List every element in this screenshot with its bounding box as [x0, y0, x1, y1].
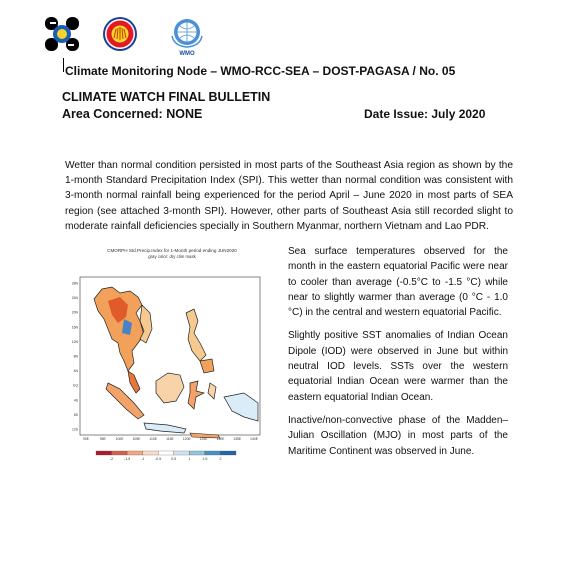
lat-label: 20N [71, 310, 78, 315]
map-subtitle: gray color: dry clim mask [148, 254, 196, 259]
map-title: CMORPH Std.Precip.Index for 1-Month period ending JUN2020 [107, 248, 237, 253]
text-cursor [63, 58, 64, 72]
asean-logo [102, 16, 138, 52]
lat-label: EQ [73, 383, 78, 388]
mjo-paragraph: Inactive/non-convective phase of the Madden–Julian Oscillation (MJO) in most parts of the Maritime Continent was observed in June. [288, 414, 508, 457]
spi-map-figure [68, 243, 276, 463]
sst-paragraph: Sea surface temperatures observed for the month in the eastern equatorial Pacific were near to cooler than average (-0.5°C to -1.5 °C) while near to slightly warmer than average (0 °C - 1.0 °C) in the central and western equatorial Pacific. [288, 246, 508, 319]
colorbar-label: -0.5 [155, 457, 162, 461]
lon-label: 100E [115, 437, 124, 441]
spi-map [68, 243, 276, 463]
lon-label: 105E [132, 437, 141, 441]
colorbar-swatch [143, 451, 159, 455]
area-concerned: Area Concerned: NONE [62, 107, 203, 121]
lon-label: 110E [149, 437, 158, 441]
intro-paragraph: Wetter than normal condition persisted in most parts of the Southeast Asia region as shown by the 1-month Standard Precipitation Index (SPI). This wetter than normal condition was consistent with 3-month normal rainfall being experienced for the period April – June 2020 in most parts of SEA region (see attached 3-month SPI). However, other parts of Southeast Asia still recorded slight to moderate rainfall deficiencies specially in Southern Myanmar, northern Vietnam and Lao PDR. [65, 160, 513, 232]
lat-label: 24N [71, 296, 78, 301]
lat-label: 12N [71, 339, 78, 344]
date-issue: Date Issue: July 2020 [364, 107, 486, 121]
colorbar-label: 1 [188, 457, 191, 461]
side-text [288, 244, 508, 467]
pagasa-logo [44, 16, 80, 52]
colorbar-swatch [112, 451, 128, 455]
colorbar-swatch [205, 451, 221, 455]
lat-label: 8S [73, 412, 78, 417]
colorbar-swatch [174, 451, 190, 455]
wmo-logo-text: WMO [179, 51, 195, 56]
lon-label: 95E [99, 437, 106, 441]
colorbar [96, 451, 236, 461]
lat-label: 28N [71, 281, 78, 286]
lon-label: 120E [182, 437, 191, 441]
colorbar-swatch [220, 451, 236, 455]
colorbar-swatch [127, 451, 143, 455]
colorbar-label: 2 [219, 457, 222, 461]
colorbar-label: -2 [109, 457, 114, 461]
lat-label: 4N [73, 369, 78, 374]
colorbar-label: 0.5 [171, 457, 177, 461]
colorbar-swatch [189, 451, 205, 455]
colorbar-label: -1.5 [124, 457, 131, 461]
longitude-labels [83, 437, 259, 441]
iod-paragraph: Slightly positive SST anomalies of Indian Ocean Dipole (IOD) were observed in June but within neutral IOD levels. SSTs over the western equatorial Indian Ocean were warmer than the eastern equatorial Indian Ocean. [288, 330, 508, 403]
lat-label: 4S [73, 398, 78, 403]
lon-label: 125E [199, 437, 208, 441]
wmo-logo [168, 16, 206, 56]
colorbar-label: 1.5 [202, 457, 208, 461]
lon-label: 140E [250, 437, 258, 441]
lon-label: 115E [166, 437, 174, 441]
colorbar-swatch [96, 451, 112, 455]
lon-label: 135E [233, 437, 242, 441]
latitude-labels [72, 282, 79, 432]
bulletin-title: CLIMATE WATCH FINAL BULLETIN [62, 90, 271, 104]
lon-label: 90E [82, 437, 90, 441]
lon-label: 130E [216, 437, 225, 441]
node-header: Climate Monitoring Node – WMO-RCC-SEA – DOST-PAGASA / No. 05 [65, 64, 456, 78]
lat-label: 16N [71, 325, 78, 330]
lat-label: 8N [73, 354, 78, 359]
colorbar-swatch [158, 451, 174, 455]
colorbar-label: -1 [141, 457, 145, 461]
lat-label: 12S [71, 427, 78, 432]
